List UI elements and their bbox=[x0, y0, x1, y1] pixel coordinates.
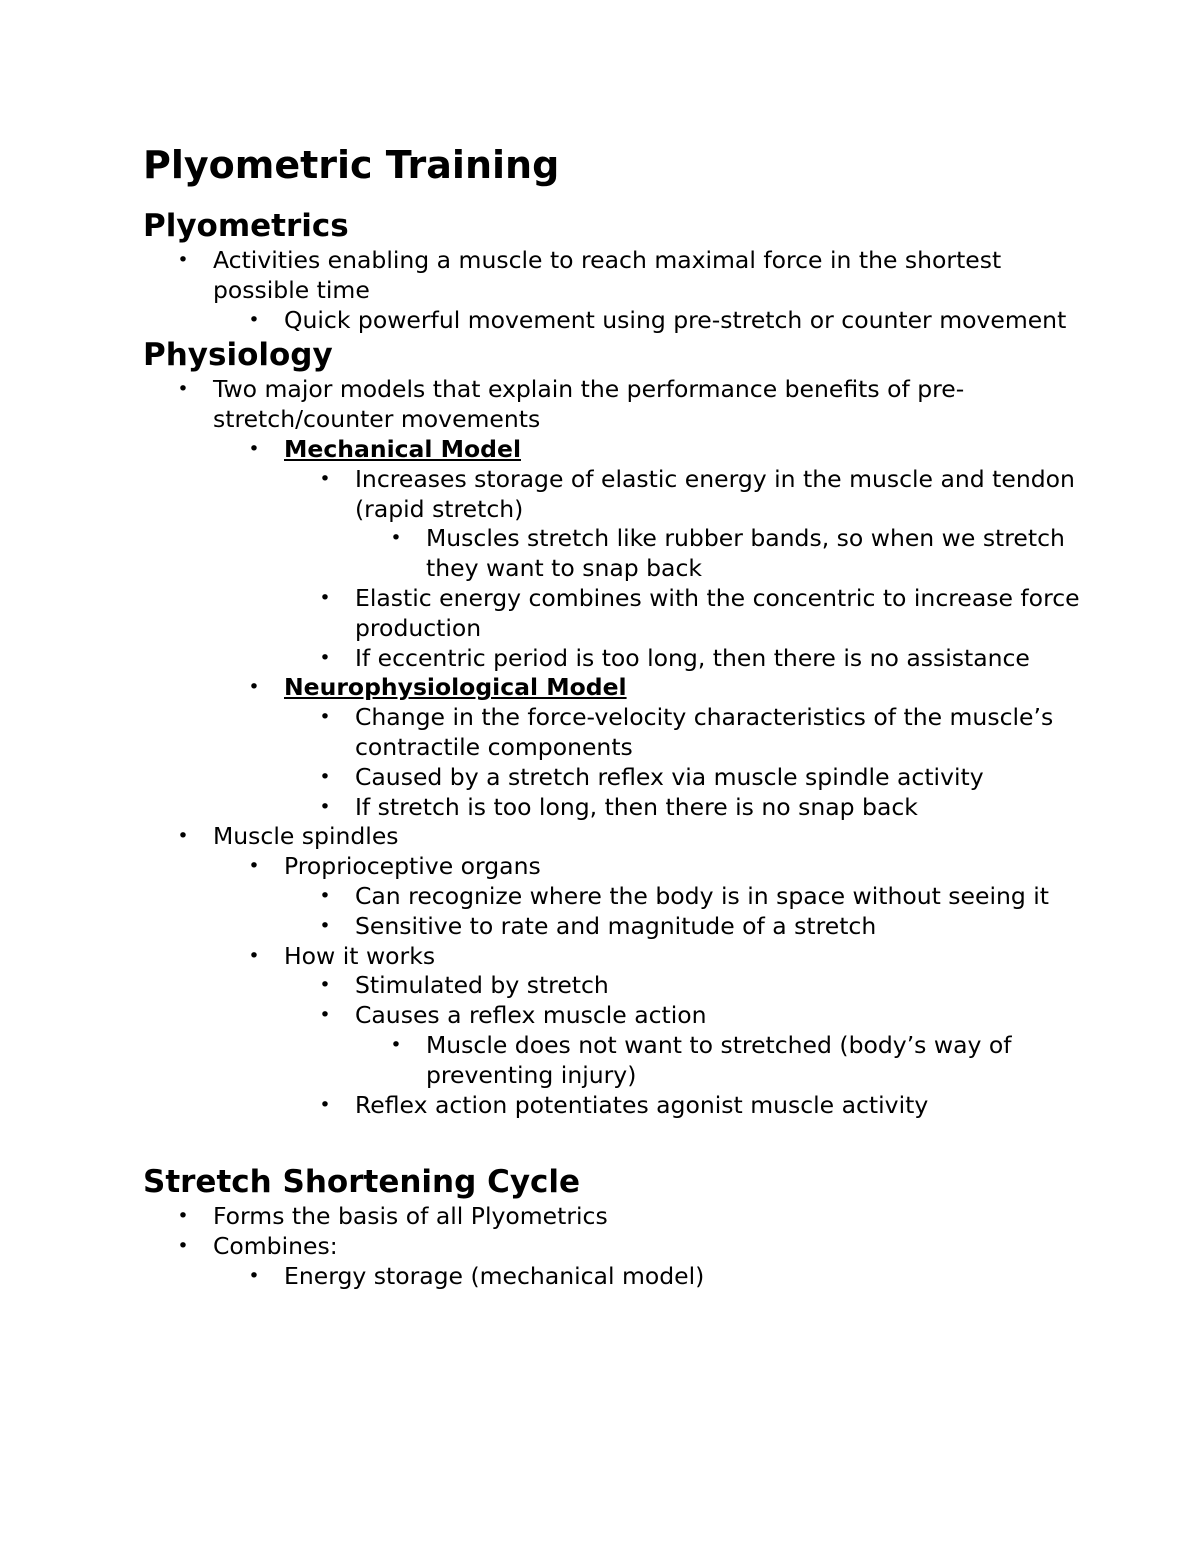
list-item-text: Sensitive to rate and magnitude of a stretch bbox=[355, 911, 877, 940]
bullet-icon: • bbox=[319, 765, 331, 788]
bullet-icon: • bbox=[319, 795, 331, 818]
bullet-icon: • bbox=[248, 1264, 260, 1287]
list-item-text: Can recognize where the body is in space without seeing it bbox=[355, 881, 1050, 910]
list-item bbox=[285, 465, 1083, 525]
list-item bbox=[143, 1232, 1083, 1262]
list-item-text: Change in the force-velocity characteristics of the muscle’s contractile components bbox=[355, 703, 1054, 761]
list-item-text: Forms the basis of all Plyometrics bbox=[213, 1202, 608, 1231]
bullet-icon: • bbox=[319, 586, 331, 609]
list-item bbox=[214, 942, 1083, 972]
list-item bbox=[356, 524, 1083, 584]
list-item bbox=[214, 306, 1083, 336]
document-page bbox=[143, 138, 1083, 1292]
list-item bbox=[356, 1031, 1083, 1091]
bullet-icon: • bbox=[390, 527, 402, 550]
bullet-icon: • bbox=[319, 974, 331, 997]
list-item bbox=[143, 246, 1083, 306]
list-item bbox=[285, 882, 1083, 912]
list-item-text: Neurophysiological Model bbox=[284, 673, 627, 702]
list-item-text: Caused by a stretch reflex via muscle spindle activity bbox=[355, 762, 984, 791]
bullet-icon: • bbox=[248, 944, 260, 967]
bullet-icon: • bbox=[319, 914, 331, 937]
list-item bbox=[214, 852, 1083, 882]
bullet-icon: • bbox=[319, 884, 331, 907]
bullet-icon: • bbox=[319, 646, 331, 669]
list-item bbox=[285, 584, 1083, 644]
bullet-icon: • bbox=[177, 1205, 189, 1228]
list-item-text: Combines: bbox=[213, 1232, 338, 1261]
list-item-text: If stretch is too long, then there is no snap back bbox=[355, 792, 918, 821]
bullet-icon: • bbox=[248, 308, 260, 331]
bullet-icon: • bbox=[319, 1093, 331, 1116]
list-item bbox=[285, 1091, 1083, 1121]
list-item bbox=[285, 644, 1083, 674]
bullet-icon: • bbox=[177, 1235, 189, 1258]
bullet-icon: • bbox=[319, 706, 331, 729]
bullet-icon: • bbox=[248, 855, 260, 878]
bullet-icon: • bbox=[177, 249, 189, 271]
list-item-text: Energy storage (mechanical model) bbox=[284, 1261, 705, 1290]
bullet-list bbox=[143, 375, 1083, 1120]
bullet-icon: • bbox=[177, 378, 189, 401]
list-item-text: Reflex action potentiates agonist muscle activity bbox=[355, 1090, 929, 1119]
list-item bbox=[214, 673, 1083, 703]
list-item-text: Causes a reflex muscle action bbox=[355, 1001, 707, 1030]
document-body bbox=[143, 206, 1083, 1292]
bullet-icon: • bbox=[319, 1004, 331, 1027]
list-item bbox=[143, 375, 1083, 435]
list-item-text: Two major models that explain the performance benefits of pre-stretch/counter movements bbox=[213, 375, 965, 434]
list-item-text: Stimulated by stretch bbox=[355, 971, 609, 1000]
list-item bbox=[214, 1262, 1083, 1292]
bullet-icon: • bbox=[177, 825, 189, 848]
list-item-text: Activities enabling a muscle to reach maximal force in the shortest possible time bbox=[213, 246, 1002, 304]
list-item bbox=[285, 793, 1083, 823]
list-item bbox=[285, 763, 1083, 793]
bullet-icon: • bbox=[248, 676, 260, 699]
list-item bbox=[143, 822, 1083, 852]
bullet-icon: • bbox=[319, 467, 331, 490]
section-heading: Stretch Shortening Cycle bbox=[143, 1164, 581, 1201]
list-item bbox=[143, 1202, 1083, 1232]
list-item bbox=[285, 1001, 1083, 1031]
list-item bbox=[285, 912, 1083, 942]
list-item-text: Muscle does not want to stretched (body’s way of preventing injury) bbox=[426, 1030, 1012, 1089]
list-item-text: Quick powerful movement using pre-stretch or counter movement bbox=[284, 305, 1067, 334]
list-item bbox=[285, 971, 1083, 1001]
list-item-text: Elastic energy combines with the concentric to increase force production bbox=[355, 583, 1080, 642]
list-item-text: How it works bbox=[284, 941, 436, 970]
bullet-icon: • bbox=[390, 1033, 402, 1056]
list-item-text: Muscles stretch like rubber bands, so when we stretch they want to snap back bbox=[426, 524, 1065, 583]
list-item bbox=[214, 435, 1083, 465]
section-heading: Physiology bbox=[143, 337, 333, 374]
list-item-text: Proprioceptive organs bbox=[284, 852, 541, 881]
list-item-text: If eccentric period is too long, then there is no assistance bbox=[355, 643, 1030, 672]
list-item bbox=[285, 703, 1083, 763]
list-item-text: Increases storage of elastic energy in the muscle and tendon (rapid stretch) bbox=[355, 464, 1075, 523]
list-item-text: Mechanical Model bbox=[284, 434, 521, 463]
bullet-list bbox=[143, 246, 1083, 335]
document-title: Plyometric Training bbox=[143, 143, 560, 187]
bullet-icon: • bbox=[248, 437, 260, 460]
list-item-text: Muscle spindles bbox=[213, 822, 399, 851]
bullet-list bbox=[143, 1202, 1083, 1291]
section-heading: Plyometrics bbox=[143, 208, 349, 244]
